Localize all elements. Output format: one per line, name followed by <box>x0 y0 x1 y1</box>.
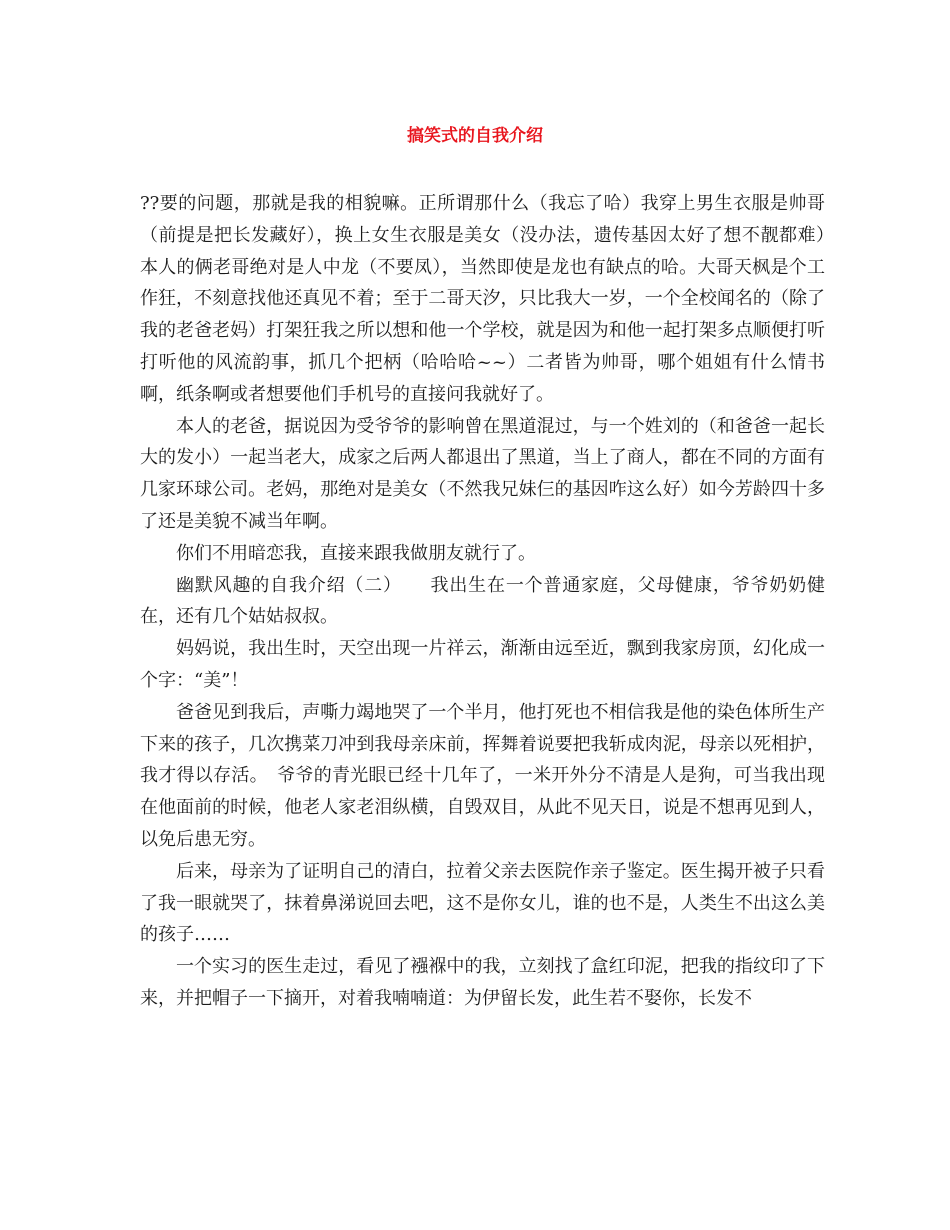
paragraph: ??要的问题，那就是我的相貌嘛。正所谓那什么（我忘了哈）我穿上男生衣服是帅哥（前提是把长发藏好），换上女生衣服是美女（没办法，遗传基因太好了想不靓都难） 本人的俩老哥绝对是人中龙（不要凤），当然即使是龙也有缺点的哈。大哥天枫是个工作狂，不刻意找他还真见不着；至于二哥天汐，只比我大一岁，一个全校闻名的（除了我的老爸老妈）打架狂我之所以想和他一个学校，就是因为和他一起打架多点顺便打听打听他的风流韵事，抓几个把柄（哈哈哈~~）二者皆为帅哥，哪个姐姐有什么情书啊，纸条啊或者想要他们手机号的直接问我就好了。 <box>140 193 843 405</box>
paragraph: 幽默风趣的自我介绍（二） 我出生在一个普通家庭，父母健康，爷爷奶奶健在，还有几个姑姑叔叔。 <box>140 574 825 628</box>
paragraph: 本人的老爸，据说因为受爷爷的影响曾在黑道混过，与一个姓刘的（和爸爸一起长大的发小）一起当老大，成家之后两人都退出了黑道，当上了商人，都在不同的方面有几家环球公司。老妈，那绝对是美女（不然我兄妹仨的基因咋这么好）如今芳龄四十多了还是美貌不减当年啊。 <box>140 415 825 532</box>
paragraph: 爸爸见到我后，声嘶力竭地哭了一个半月，他打死也不相信我是他的染色体所生产下来的孩子，几次携菜刀冲到我母亲床前，挥舞着说要把我斩成肉泥，母亲以死相护，我才得以存活。 爷爷的青光眼已经十几年了，一米开外分不清是人是狗，可当我出现在他面前的时候，他老人家老泪纵横，自毁双目，从此不见天日，说是不想再见到人，以免后患无穷。 <box>140 701 825 850</box>
paragraph: 一个实习的医生走过，看见了襁褓中的我，立刻找了盒红印泥，把我的指纹印了下来，并把帽子一下摘开，对着我喃喃道：为伊留长发，此生若不娶你，长发不 <box>140 956 825 1009</box>
paragraph: 后来，母亲为了证明自己的清白，拉着父亲去医院作亲子鉴定。医生揭开被子只看了我一眼就哭了，抹着鼻涕说回去吧，这不是你女儿，谁的也不是，人类生不出这么美的孩子…… <box>140 860 825 946</box>
paragraph: 你们不用暗恋我，直接来跟我做朋友就行了。 <box>176 542 536 564</box>
document-body <box>140 188 843 1015</box>
document-title: 搞笑式的自我介绍 <box>407 126 543 146</box>
paragraph: 妈妈说，我出生时，天空出现一片祥云，渐渐由远至近，飘到我家房顶，幻化成一个字：“美”！ <box>140 638 825 691</box>
